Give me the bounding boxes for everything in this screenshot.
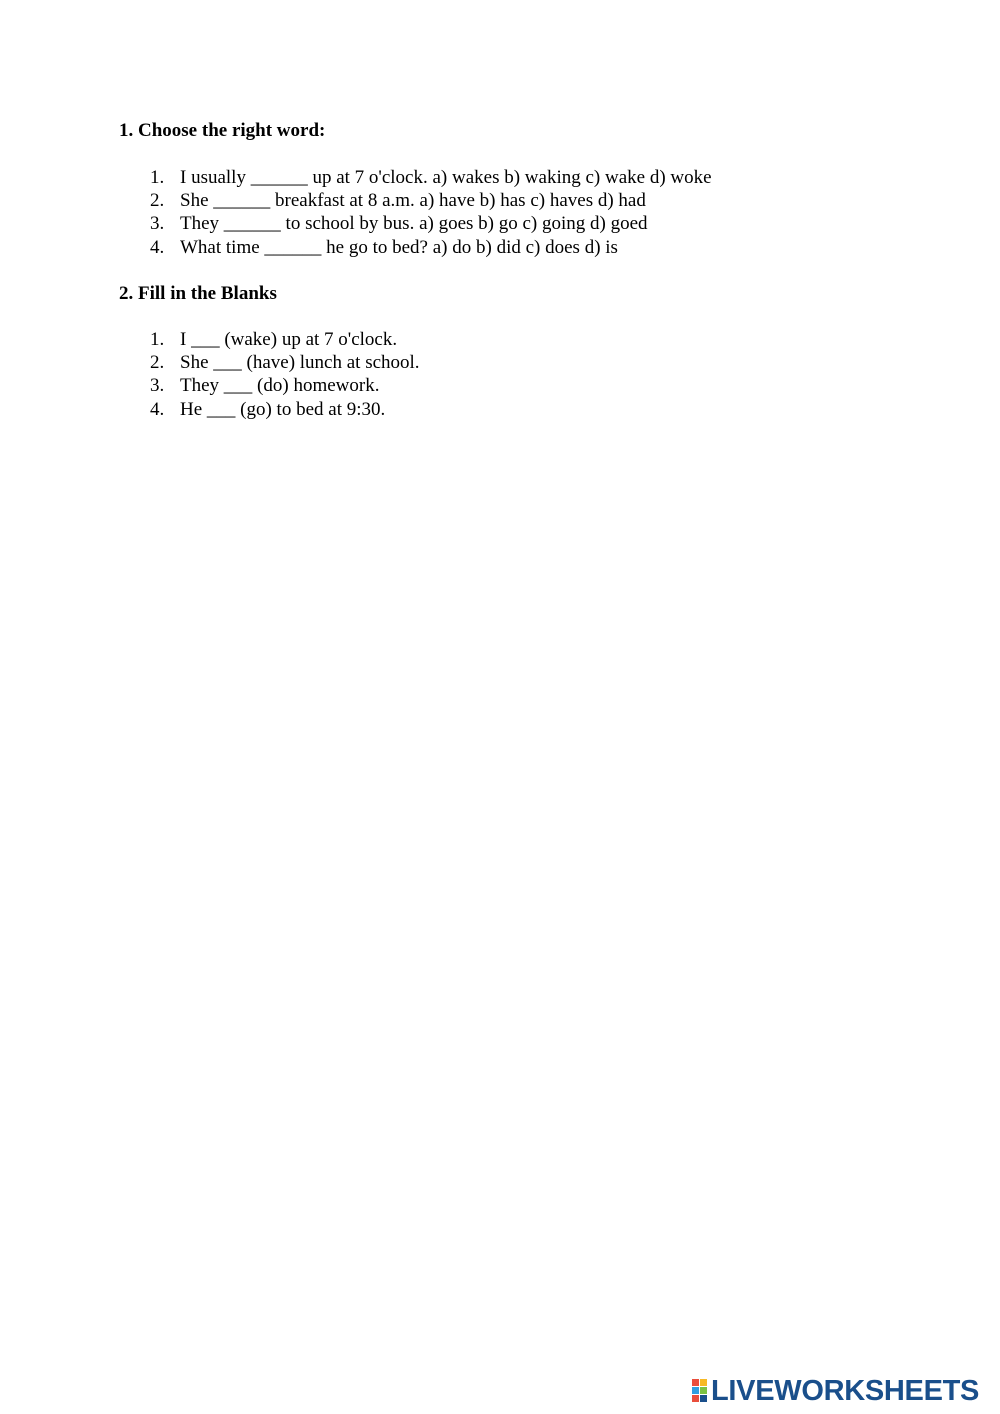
section-2-title: 2. Fill in the Blanks	[119, 283, 277, 304]
item-text: I ___ (wake) up at 7 o'clock.	[180, 329, 398, 350]
item-number: 1.	[150, 167, 165, 188]
item-number: 4.	[150, 236, 165, 258]
logo-text: LIVEWORKSHEETS	[711, 1375, 980, 1407]
logo-square	[692, 1387, 699, 1394]
section-1-title: 1. Choose the right word:	[119, 120, 326, 141]
logo-square	[692, 1379, 699, 1386]
logo-square	[700, 1387, 707, 1394]
item-text: They ___ (do) homework.	[180, 375, 380, 397]
item-text: What time ______ he go to bed? a) do b) did c) does d) is	[180, 236, 618, 258]
item-text: He ___ (go) to bed at 9:30.	[180, 398, 386, 420]
item-number: 2.	[150, 190, 165, 212]
logo-mark-icon	[692, 1379, 708, 1403]
liveworksheets-logo	[692, 1376, 979, 1406]
item-number: 4.	[150, 398, 165, 420]
logo-square	[700, 1395, 707, 1402]
item-text: I usually ______ up at 7 o'clock. a) wakes b) waking c) wake d) woke	[180, 167, 712, 188]
item-number: 3.	[150, 213, 165, 235]
logo-square	[692, 1395, 699, 1402]
item-text: She ___ (have) lunch at school.	[180, 352, 420, 374]
item-number: 1.	[150, 329, 165, 350]
item-number: 2.	[150, 352, 165, 374]
item-text: They ______ to school by bus. a) goes b) go c) going d) goed	[180, 213, 648, 235]
logo-square	[700, 1379, 707, 1386]
item-text: She ______ breakfast at 8 a.m. a) have b) has c) haves d) had	[180, 190, 646, 212]
item-number: 3.	[150, 375, 165, 397]
